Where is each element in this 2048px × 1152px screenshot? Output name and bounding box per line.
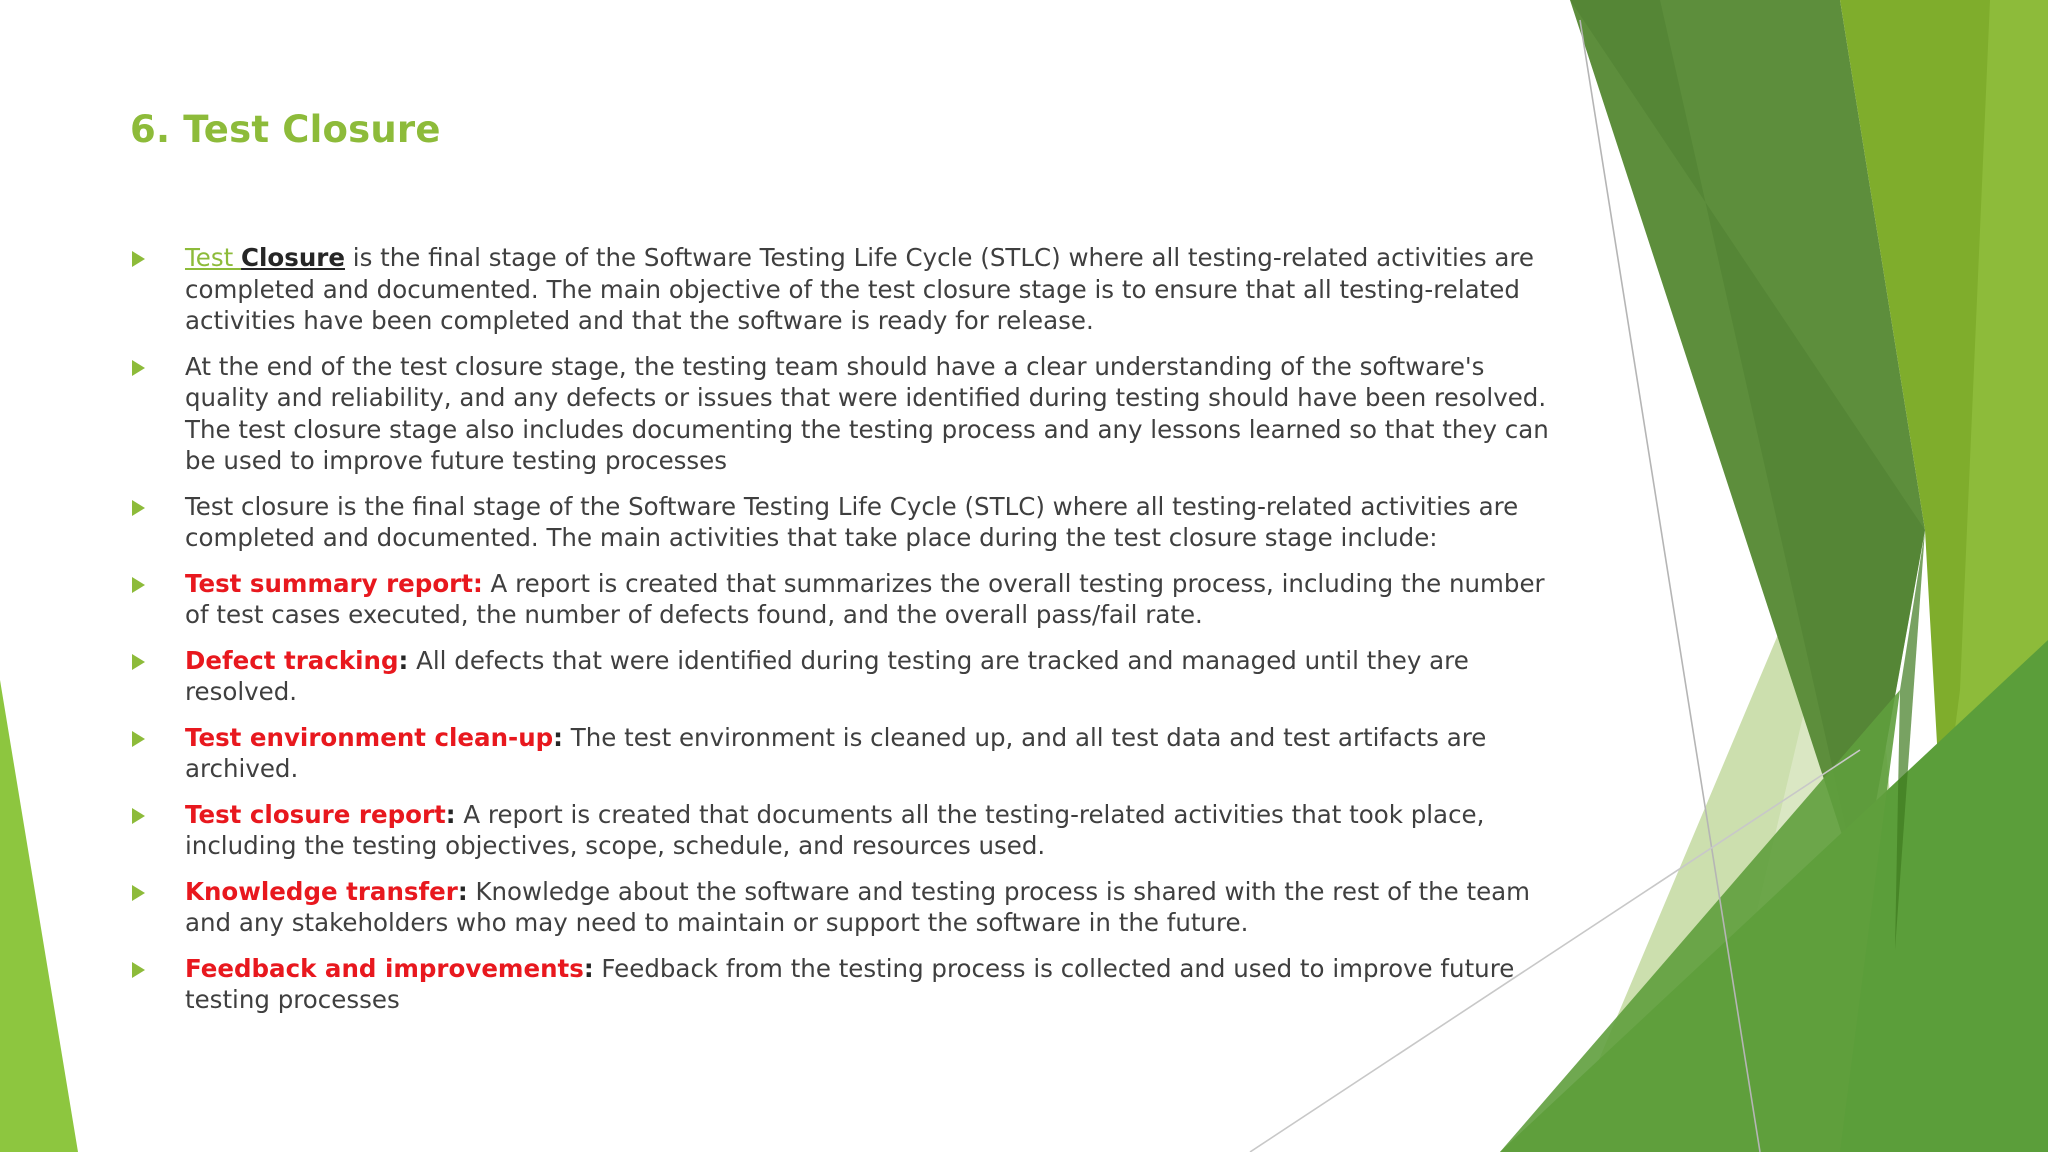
bullet-label: Test environment clean-up xyxy=(185,722,554,752)
bullet-arrow-icon xyxy=(132,962,145,978)
bullet-arrow-icon xyxy=(132,654,145,670)
bullet-text: The test environment is cleaned up, and all test data and test artifacts are archived. xyxy=(185,722,1487,783)
test-link[interactable]: Test xyxy=(185,243,242,272)
bullet-arrow-icon xyxy=(132,885,145,901)
bullet-item xyxy=(130,491,1550,554)
bullet-item xyxy=(130,876,1550,939)
bullet-colon: : xyxy=(398,645,409,675)
bullet-arrow-icon xyxy=(132,251,145,267)
left-green-shape xyxy=(0,680,78,1152)
closure-term: Closure xyxy=(241,243,345,272)
bullet-text: A report is created that summarizes the overall testing process, including the number of test cases executed, the number of defects found, and the overall pass/fail rate. xyxy=(185,568,1545,629)
bullet-label: Feedback and improvements xyxy=(185,953,584,983)
bullet-list xyxy=(130,242,1550,1030)
bullet-colon: : xyxy=(445,799,456,829)
bullet-arrow-icon xyxy=(132,731,145,747)
bullet-label: Knowledge transfer xyxy=(185,876,458,906)
bullet-item xyxy=(130,351,1550,477)
bullet-text: At the end of the test closure stage, the testing team should have a clear understanding of the software's quality and reliability, and any defects or issues that were identified during testing should have been resolved. The test closure stage also includes documenting the testing process and any lessons learned so that they can be used to improve future testing processes xyxy=(185,351,1549,475)
bullet-arrow-icon xyxy=(132,360,145,376)
bullet-text: Knowledge about the software and testing process is shared with the rest of the team and any stakeholders who may need to maintain or support the software in the future. xyxy=(185,876,1531,937)
lower-mid-triangle xyxy=(1500,690,1900,1152)
bullet-label: Test summary report: xyxy=(185,568,483,598)
bullet-arrow-icon xyxy=(132,500,145,516)
bullet-item xyxy=(130,953,1550,1016)
slide-title: 6. Test Closure xyxy=(130,108,441,151)
bullet-item xyxy=(130,722,1550,785)
bullet-label: Defect tracking xyxy=(185,645,399,675)
bullet-item xyxy=(130,568,1550,631)
bullet-text: A report is created that documents all the testing-related activities that took place, including the testing objectives, scope, schedule, and resources used. xyxy=(185,799,1485,860)
bullet-colon: : xyxy=(553,722,563,752)
bullet-item xyxy=(130,242,1550,337)
bullet-colon: : xyxy=(583,953,594,983)
bullet-text: Feedback from the testing process is collected and used to improve future testing processes xyxy=(185,953,1515,1014)
bullet-item xyxy=(130,645,1550,708)
bullet-item xyxy=(130,799,1550,862)
bullet-text: is the final stage of the Software Testing Life Cycle (STLC) where all testing-related activities are completed and documented. The main objective of the test closure stage is to ensure that all testing-related activities have been completed and that the software is ready for release. xyxy=(185,243,1534,335)
bullet-arrow-icon xyxy=(132,808,145,824)
bullet-text: All defects that were identified during testing are tracked and managed until they are resolved. xyxy=(185,645,1469,706)
bullet-arrow-icon xyxy=(132,577,145,593)
bullet-colon: : xyxy=(457,876,468,906)
bullet-text: Test closure is the final stage of the Software Testing Life Cycle (STLC) where all testing-related activities are completed and documented. The main activities that take place during the test closure stage include: xyxy=(185,491,1519,552)
bullet-label: Test closure report xyxy=(185,799,446,829)
